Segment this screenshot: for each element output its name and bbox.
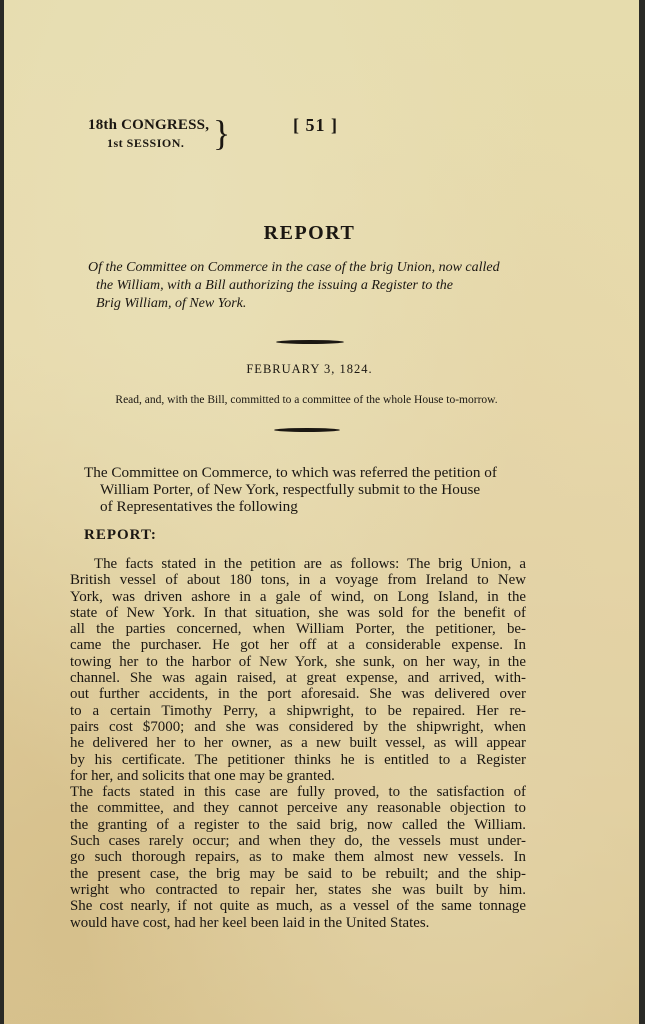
body-line: She cost nearly, if not quite as much, as a vessel of the same tonnage	[70, 898, 526, 915]
body-line: the committee, and they cannot perceive any reasonable objection to	[70, 800, 526, 817]
document-number: [ 51 ]	[293, 115, 338, 135]
intro-line: The Committee on Commerce, to which was referred the petition of	[84, 464, 497, 481]
body-line: pairs cost $7000; and she was considered by the shipwright, when	[70, 718, 526, 735]
body-line: the present case, the brig may be said to be rebuilt; and the ship-	[70, 865, 526, 882]
subtitle-line: the William, with a Bill authorizing the issuing a Register to the	[96, 278, 453, 293]
body-line: channel. She was again raised, at great expense, and arrived, with-	[70, 670, 526, 687]
body-line: wright who contracted to repair her, states she was built by him.	[70, 881, 526, 898]
body-line: to a certain Timothy Perry, a shipwright, to be repaired. Her re-	[70, 702, 526, 719]
brace-glyph: }	[213, 113, 231, 153]
document-header	[88, 113, 388, 157]
document-title: REPORT	[263, 222, 356, 244]
body-line: York, was driven ashore in a gale of wind, on Long Island, in the	[70, 588, 526, 605]
report-date: FEBRUARY 3, 1824.	[246, 362, 373, 376]
body-line: the granting of a register to the said brig, now called the William.	[70, 816, 526, 833]
report-body	[70, 556, 526, 931]
session-label: 1st SESSION.	[107, 136, 185, 150]
intro-line: William Porter, of New York, respectfully submit to the House	[100, 481, 481, 498]
document-subtitle	[88, 259, 536, 313]
read-note: Read, and, with the Bill, committed to a committee of the whole House to-morrow.	[115, 394, 498, 406]
body-line: towing her to the harbor of New York, she sunk, on her way, in the	[70, 653, 526, 670]
body-line: came the purchaser. He got her off at a considerable expense. In	[70, 637, 526, 654]
body-line: for her, and solicits that one may be granted.	[70, 767, 335, 784]
body-line: The facts stated in the petition are as follows: The brig Union, a	[94, 556, 526, 572]
subtitle-line: Brig William, of New York.	[96, 296, 247, 311]
body-line: all the parties concerned, when William Porter, the petitioner, be-	[70, 621, 526, 638]
document-page	[4, 0, 639, 1024]
ornamental-rule	[276, 340, 344, 344]
body-line: he delivered her to her owner, as a new built vessel, as will appear	[70, 735, 526, 752]
intro-paragraph	[84, 464, 534, 515]
body-line: Such cases rarely occur; and when they do, the vessels must under-	[70, 833, 526, 850]
intro-line: of Representatives the following	[100, 498, 298, 515]
body-line: out further accidents, in the port aforesaid. She was delivered over	[70, 686, 526, 703]
body-line: go such thorough repairs, as to make them almost new vessels. In	[70, 849, 526, 866]
ornamental-rule	[274, 428, 340, 432]
body-line: British vessel of about 180 tons, in a voyage from Ireland to New	[70, 572, 526, 589]
subtitle-line: Of the Committee on Commerce in the case of the brig Union, now called	[88, 260, 500, 275]
body-line: would have cost, had her keel been laid in the United States.	[70, 914, 430, 931]
report-heading: REPORT:	[84, 527, 157, 543]
body-line: The facts stated in this case are fully proved, to the satisfaction of	[70, 784, 526, 801]
congress-label: 18th CONGRESS,	[88, 117, 210, 133]
body-line: by his certificate. The petitioner thinks he is entitled to a Register	[70, 751, 526, 768]
body-line: state of New York. In that situation, she was sold for the benefit of	[70, 604, 526, 621]
